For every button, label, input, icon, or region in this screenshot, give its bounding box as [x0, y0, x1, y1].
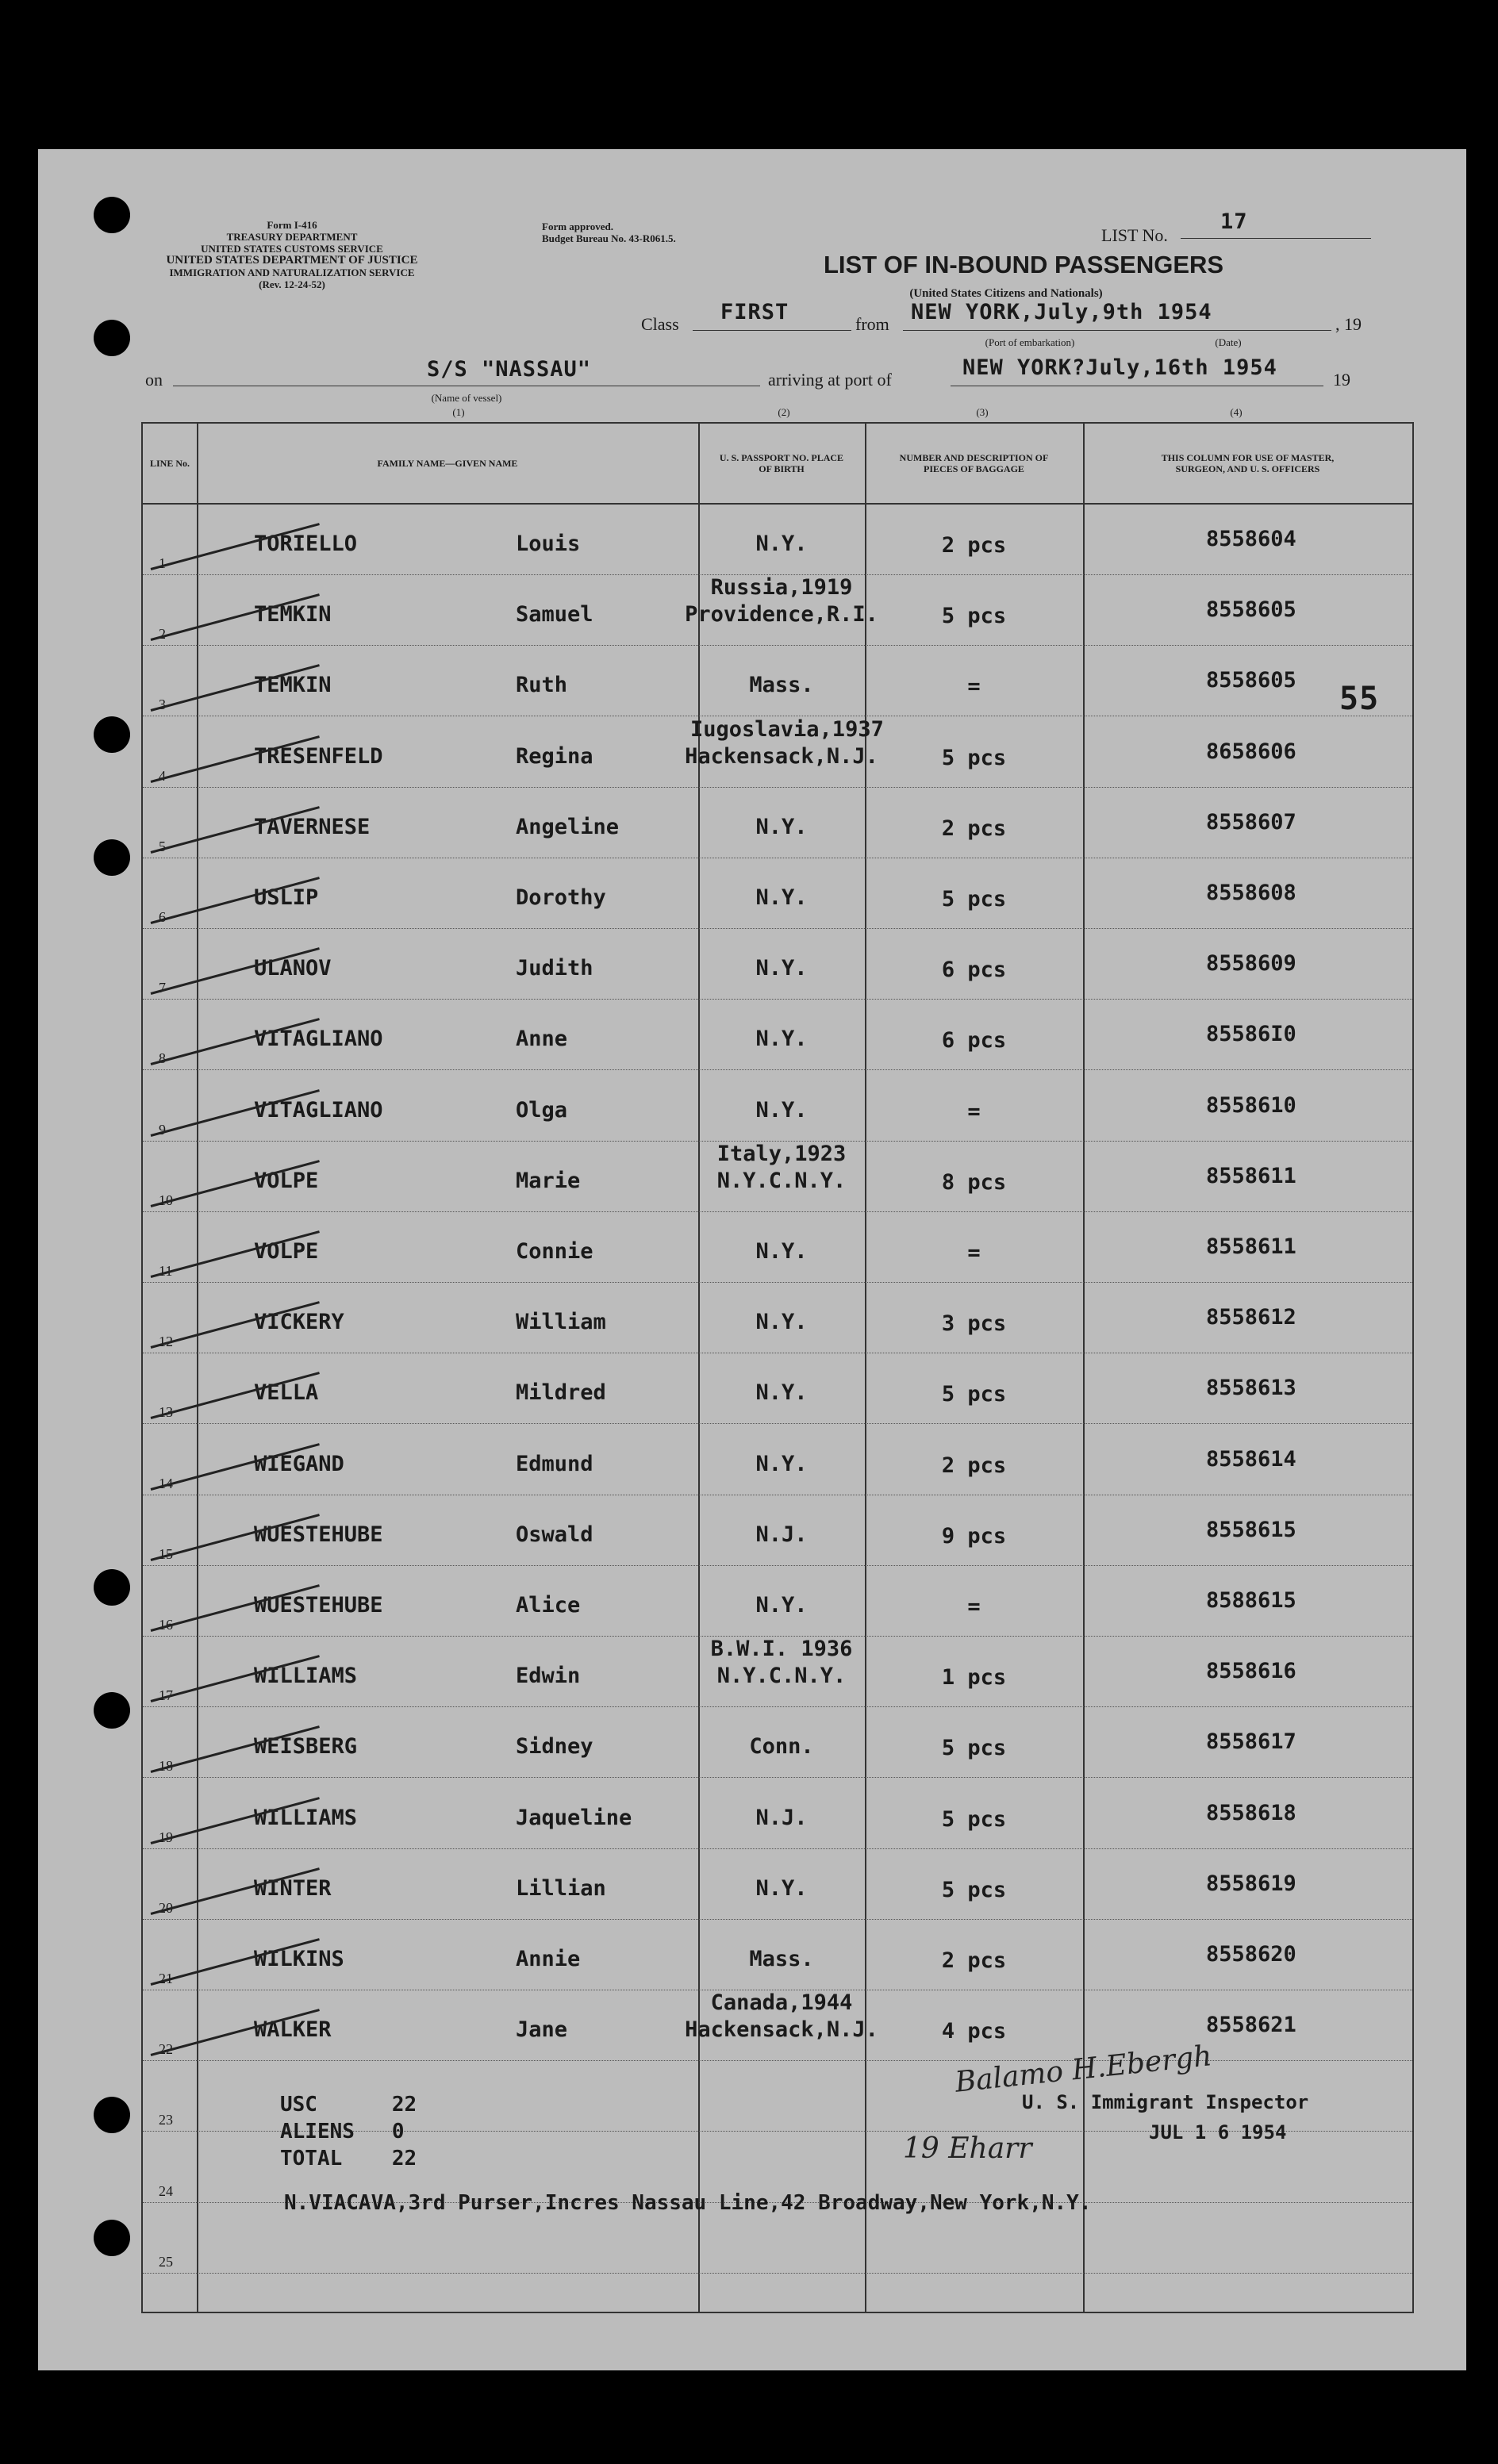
given-name: Regina	[516, 743, 593, 769]
line-number: 11	[159, 1263, 173, 1279]
dept-ins: IMMIGRATION AND NATURALIZATION SERVICE	[169, 267, 415, 278]
place-of-birth: N.Y.	[755, 885, 808, 910]
document-number: 8558611	[1206, 1234, 1296, 1259]
line-number: 15	[159, 1545, 173, 1562]
document-number: 8588615	[1206, 1588, 1296, 1613]
birth-year: Iugoslavia,1937	[690, 716, 884, 742]
table-row	[143, 1990, 1412, 2061]
table-row	[143, 717, 1412, 788]
family-name: VITAGLIANO	[254, 1027, 383, 1052]
place-of-birth: N.J.	[755, 1805, 808, 1830]
document-number: 8558611	[1206, 1163, 1296, 1188]
budget-note	[542, 221, 780, 244]
table-row	[143, 1849, 1412, 1920]
place-of-birth: Mass.	[749, 1947, 814, 1971]
line-number: 21	[159, 1971, 173, 1986]
arriving-label: arriving at port of	[768, 370, 892, 390]
place-of-birth: N.Y.	[755, 814, 808, 839]
family-name: VITAGLIANO	[254, 1097, 383, 1123]
table-row	[143, 788, 1412, 858]
line-number: 19	[159, 1829, 173, 1845]
class-underline	[693, 330, 851, 331]
family-name: TAVERNESE	[254, 814, 371, 839]
class-value: FIRST	[720, 300, 789, 324]
baggage-count: =	[967, 1099, 981, 1124]
line-number: 25	[159, 2253, 173, 2270]
family-name: WEISBERG	[254, 1734, 358, 1760]
place-of-birth: N.Y.C.N.Y.	[716, 1664, 847, 1689]
birth-year: B.W.I. 1936	[710, 1637, 853, 1662]
purser-line: N.VIACAVA,3rd Purser,Incres Nassau Line,42 Broadway,New York,N.Y.	[284, 2191, 1092, 2215]
place-of-birth: N.Y.C.N.Y.	[716, 1168, 847, 1193]
baggage-count: 5 pcs	[941, 745, 1007, 770]
table-row	[143, 1495, 1412, 1566]
given-name: Jane	[516, 2017, 568, 2043]
line-number: 3	[159, 697, 166, 713]
header-passport: U. S. PASSPORT NO. PLACE OF BIRTH	[719, 452, 844, 474]
dept-treasury: TREASURY DEPARTMENT	[226, 231, 358, 243]
punch-hole	[94, 2220, 130, 2256]
family-name: WINTER	[254, 1875, 332, 1901]
header-name: FAMILY NAME—GIVEN NAME	[377, 458, 518, 469]
place-of-birth: N.Y.	[755, 1097, 808, 1123]
vessel-value: S/S "NASSAU"	[427, 357, 592, 382]
place-of-birth: Hackensack,N.J.	[685, 743, 878, 769]
line-number: 20	[159, 1899, 173, 1916]
given-name: Mildred	[516, 1380, 606, 1406]
table-row	[143, 575, 1412, 646]
given-name: Judith	[516, 956, 593, 981]
document-title: LIST OF IN-BOUND PASSENGERS	[824, 251, 1224, 278]
baggage-count: =	[967, 1241, 981, 1265]
inspector-label: U. S. Immigrant Inspector	[1022, 2091, 1309, 2113]
punch-hole	[94, 320, 130, 356]
family-name: WUESTEHUBE	[254, 1522, 383, 1547]
family-name: TEMKIN	[254, 673, 332, 698]
form-approved: Form approved.	[542, 221, 614, 232]
aliens-count: ALIENS 0	[280, 2120, 405, 2144]
agency-header	[141, 219, 443, 290]
place-of-birth: N.Y.	[755, 1027, 808, 1052]
table-row	[143, 1779, 1412, 1849]
table-row	[143, 1000, 1412, 1070]
place-of-birth: N.Y.	[755, 1239, 808, 1264]
col-num-1: (1)	[452, 406, 465, 418]
table-row	[143, 1353, 1412, 1424]
line-number: 23	[159, 2112, 173, 2128]
table-row	[143, 1071, 1412, 1142]
header-baggage: NUMBER AND DESCRIPTION OF PIECES OF BAGGAGE	[899, 452, 1049, 474]
family-name: USLIP	[254, 885, 319, 910]
family-name: ULANOV	[254, 956, 332, 981]
document-number: 8558620	[1206, 1942, 1296, 1967]
baggage-count: 2 pcs	[941, 1453, 1007, 1478]
place-of-birth: N.Y.	[755, 1380, 808, 1406]
line-number: 16	[159, 1617, 173, 1633]
document-number: 8558609	[1206, 951, 1296, 977]
given-name: Ruth	[516, 673, 568, 698]
line-number: 10	[159, 1192, 173, 1208]
form-number: Form I-416	[267, 219, 317, 231]
from-underline	[903, 330, 1331, 331]
list-no-value: 17	[1220, 209, 1248, 234]
given-name: Annie	[516, 1947, 581, 1971]
line-number: 18	[159, 1758, 173, 1775]
document-number: 8558615	[1206, 1517, 1296, 1542]
document-number: 8558618	[1206, 1800, 1296, 1825]
birth-year: Russia,1919	[710, 575, 853, 601]
line-number: 8	[159, 1050, 166, 1067]
baggage-count: 5 pcs	[941, 1382, 1007, 1407]
baggage-count: 5 pcs	[941, 1877, 1007, 1902]
usc-count: USC 22	[280, 2093, 417, 2117]
header-line-no: LINE No.	[149, 458, 190, 469]
place-of-birth: N.Y.	[755, 956, 808, 981]
family-name: WALKER	[254, 2017, 332, 2043]
table-row	[143, 1707, 1412, 1778]
date-label: (Date)	[1215, 336, 1242, 348]
baggage-count: 5 pcs	[941, 1806, 1007, 1832]
document-number: 85586I0	[1206, 1022, 1296, 1047]
given-name: Oswald	[516, 1522, 593, 1547]
dept-customs: UNITED STATES CUSTOMS SERVICE	[201, 243, 383, 255]
place-of-birth: Mass.	[749, 673, 814, 698]
from-label: from	[855, 314, 889, 334]
document-number: 8558619	[1206, 1871, 1296, 1896]
given-name: Sidney	[516, 1734, 593, 1760]
list-no-underline	[1181, 238, 1371, 239]
place-of-birth: N.J.	[755, 1522, 808, 1547]
punch-hole	[94, 1569, 130, 1606]
family-name: TEMKIN	[254, 602, 332, 628]
row-rule	[143, 2273, 1412, 2274]
given-name: Dorothy	[516, 885, 606, 910]
form-revision: (Rev. 12-24-52)	[259, 278, 325, 290]
list-no-label: LIST No.	[1101, 225, 1168, 245]
document-number: 8558616	[1206, 1659, 1296, 1684]
family-name: VELLA	[254, 1380, 319, 1406]
punch-hole	[94, 716, 130, 753]
table-row	[143, 1566, 1412, 1637]
family-name: WIEGAND	[254, 1451, 344, 1476]
baggage-count: 5 pcs	[941, 887, 1007, 912]
class-label: Class	[641, 314, 679, 334]
line-number: 6	[159, 909, 166, 925]
document-number: 8558617	[1206, 1729, 1296, 1755]
document-number: 8558607	[1206, 809, 1296, 835]
col-num-3: (3)	[976, 406, 989, 418]
family-name: VOLPE	[254, 1239, 319, 1264]
baggage-count: 9 pcs	[941, 1523, 1007, 1549]
family-name: TORIELLO	[254, 532, 358, 556]
year-label: , 19	[1335, 314, 1362, 334]
margin-number: 55	[1339, 681, 1380, 717]
col-num-4: (4)	[1230, 406, 1243, 418]
baggage-count: 5 pcs	[941, 604, 1007, 629]
baggage-count: 1 pcs	[941, 1665, 1007, 1691]
punch-hole	[94, 1692, 130, 1729]
table-row	[143, 1283, 1412, 1353]
table-row	[143, 1212, 1412, 1283]
given-name: Alice	[516, 1593, 581, 1618]
family-name: TRESENFELD	[254, 743, 383, 769]
table-row	[143, 505, 1412, 575]
stamp-date: JUL 1 6 1954	[1149, 2121, 1287, 2144]
table-row	[143, 1637, 1412, 1707]
table-row	[143, 1142, 1412, 1212]
baggage-count: 6 pcs	[941, 1028, 1007, 1054]
line-number: 14	[159, 1475, 173, 1491]
inspector-signature: Balamo H.Ebergh	[953, 2040, 1214, 2099]
col-num-2: (2)	[778, 406, 790, 418]
dept-justice: UNITED STATES DEPARTMENT OF JUSTICE	[166, 254, 418, 267]
document-number: 8558613	[1206, 1376, 1296, 1401]
document-number: 8658606	[1206, 739, 1296, 764]
given-name: Lillian	[516, 1875, 606, 1901]
document-number: 8558621	[1206, 2013, 1296, 2038]
line-number: 9	[159, 1121, 166, 1138]
place-of-birth: N.Y.	[755, 1875, 808, 1901]
family-name: VICKERY	[254, 1310, 344, 1335]
family-name: WILLIAMS	[254, 1805, 358, 1830]
line-number: 1	[159, 555, 166, 571]
table-row	[143, 1920, 1412, 1990]
document-number: 8558608	[1206, 881, 1296, 905]
table-row	[143, 1425, 1412, 1495]
document-number: 8558612	[1206, 1305, 1296, 1330]
line-number: 22	[159, 2041, 173, 2058]
table-row	[143, 858, 1412, 929]
line-number: 12	[159, 1334, 173, 1350]
line-number: 5	[159, 838, 166, 854]
punch-hole	[94, 2097, 130, 2133]
baggage-count: =	[967, 674, 981, 700]
line-number: 17	[159, 1687, 173, 1704]
place-of-birth: N.Y.	[755, 532, 808, 556]
on-label: on	[145, 370, 163, 390]
total-count: TOTAL 22	[280, 2147, 417, 2170]
place-of-birth: N.Y.	[755, 1593, 808, 1618]
given-name: Marie	[516, 1168, 581, 1193]
document-number: 8558605	[1206, 668, 1296, 693]
given-name: Anne	[516, 1027, 568, 1052]
baggage-count: =	[967, 1595, 981, 1619]
place-of-birth: N.Y.	[755, 1310, 808, 1335]
given-name: Olga	[516, 1097, 568, 1123]
vessel-label: (Name of vessel)	[431, 392, 502, 404]
line-number: 24	[159, 2182, 173, 2199]
family-name: WUESTEHUBE	[254, 1593, 383, 1618]
baggage-count: 3 pcs	[941, 1311, 1007, 1337]
baggage-count: 5 pcs	[941, 1736, 1007, 1761]
punch-hole	[94, 197, 130, 233]
given-name: Edwin	[516, 1664, 581, 1689]
line-number: 4	[159, 767, 166, 784]
place-of-birth: Providence,R.I.	[685, 602, 878, 628]
table-row	[143, 929, 1412, 1000]
handwritten-initials: 19 Eharr	[903, 2132, 1032, 2165]
document-number: 8558610	[1206, 1092, 1296, 1118]
given-name: Samuel	[516, 602, 593, 628]
document-subtitle: (United States Citizens and Nationals)	[909, 287, 1103, 300]
place-of-birth: N.Y.	[755, 1451, 808, 1476]
given-name: Jaqueline	[516, 1805, 632, 1830]
table-row	[143, 646, 1412, 716]
port-embarkation-label: (Port of embarkation)	[985, 336, 1075, 348]
from-value: NEW YORK,July,9th 1954	[911, 300, 1212, 324]
given-name: William	[516, 1310, 606, 1335]
given-name: Louis	[516, 532, 581, 556]
birth-year: Canada,1944	[710, 1990, 853, 2016]
document-number: 8558605	[1206, 597, 1296, 623]
year2-label: 19	[1333, 370, 1350, 390]
baggage-count: 4 pcs	[941, 2019, 1007, 2044]
document-number: 8558614	[1206, 1446, 1296, 1472]
given-name: Angeline	[516, 814, 620, 839]
line-number: 2	[159, 626, 166, 643]
given-name: Connie	[516, 1239, 593, 1264]
arrival-value: NEW YORK?July,16th 1954	[962, 355, 1277, 380]
family-name: VOLPE	[254, 1168, 319, 1193]
passenger-table	[141, 422, 1414, 2313]
line-number: 13	[159, 1404, 173, 1421]
family-name: WILLIAMS	[254, 1664, 358, 1689]
document-sheet	[38, 149, 1466, 2370]
baggage-count: 8 pcs	[941, 1169, 1007, 1195]
document-number: 8558604	[1206, 527, 1296, 551]
birth-year: Italy,1923	[716, 1141, 847, 1166]
baggage-count: 2 pcs	[941, 816, 1007, 841]
family-name: WILKINS	[254, 1947, 344, 1971]
place-of-birth: Conn.	[749, 1734, 814, 1760]
given-name: Edmund	[516, 1451, 593, 1476]
baggage-count: 2 pcs	[941, 533, 1007, 558]
baggage-count: 2 pcs	[941, 1948, 1007, 1973]
line-number: 7	[159, 980, 166, 996]
punch-hole	[94, 839, 130, 876]
place-of-birth: Hackensack,N.J.	[685, 2017, 878, 2043]
baggage-count: 6 pcs	[941, 958, 1007, 983]
header-officer-use: THIS COLUMN FOR USE OF MASTER, SURGEON, AND U. S. OFFICERS	[1161, 452, 1335, 474]
budget-bureau: Budget Bureau No. 43-R061.5.	[542, 232, 676, 244]
